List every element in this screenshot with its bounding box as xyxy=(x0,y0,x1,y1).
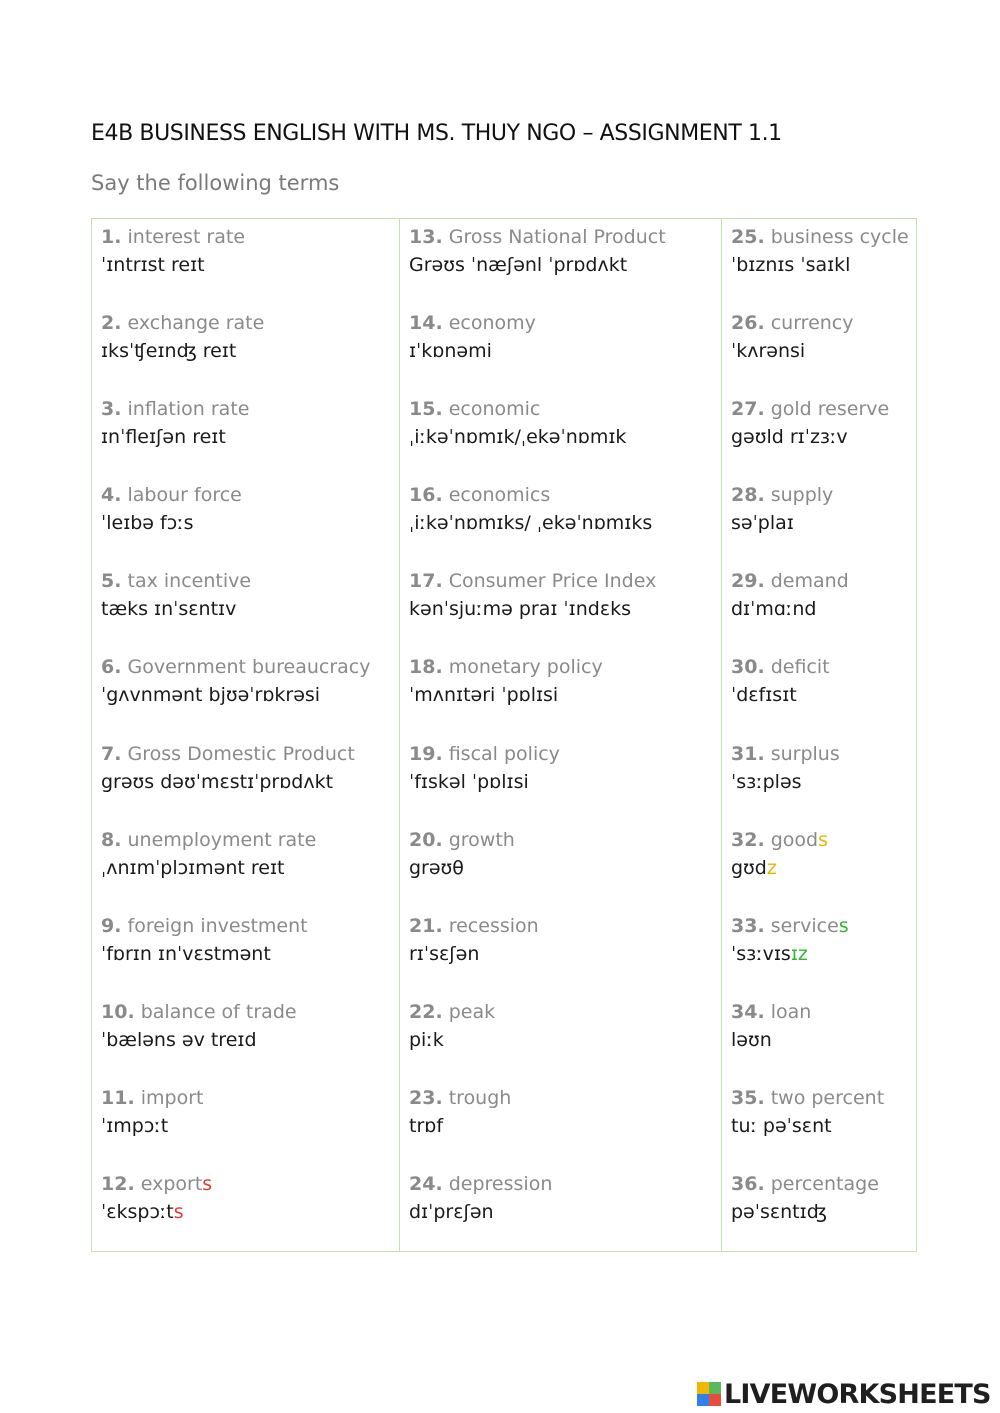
logo-mark-icon xyxy=(697,1382,721,1406)
ipa-text: ˈfɒrɪn ɪnˈvɛstmənt xyxy=(101,942,271,965)
terms-table xyxy=(91,218,917,1252)
ipa-transcription xyxy=(731,1026,916,1054)
term-text: trough xyxy=(448,1086,512,1109)
ipa-transcription xyxy=(409,1026,721,1054)
term-text: Gross Domestic Product xyxy=(127,742,355,765)
ipa-transcription xyxy=(409,940,721,968)
ipa-text: ˈfɪskəl ˈpɒlɪsi xyxy=(409,770,529,793)
ipa-text: ɪˈkɒnəmi xyxy=(409,340,492,363)
ipa-text: ɪnˈfleɪʃən reɪt xyxy=(101,426,226,449)
ipa-transcription xyxy=(101,509,399,537)
term-entry xyxy=(101,567,399,653)
ipa-text: ˈɪntrɪst reɪt xyxy=(101,254,205,276)
logo-mark-cell xyxy=(697,1382,709,1394)
term-number: 16. xyxy=(409,484,443,507)
term-text: deficit xyxy=(770,656,830,679)
term-text: loan xyxy=(770,1000,812,1023)
term-text: balance of trade xyxy=(140,1000,297,1023)
ipa-transcription xyxy=(101,251,399,279)
term-number: 26. xyxy=(731,312,765,335)
ipa-transcription xyxy=(409,854,721,882)
ipa-transcription xyxy=(101,1198,399,1226)
term-text: demand xyxy=(770,570,849,593)
term-entry xyxy=(409,309,721,395)
term-number: 28. xyxy=(731,484,765,507)
term-entry xyxy=(101,1084,399,1170)
logo-mark-cell xyxy=(709,1394,721,1406)
term-number: 21. xyxy=(409,914,443,937)
term-entry xyxy=(409,1170,721,1256)
term-number: 31. xyxy=(731,742,765,765)
term-text: export xyxy=(140,1173,203,1196)
ipa-text: gəʊld rɪˈzɜːv xyxy=(731,426,848,449)
term-text: growth xyxy=(448,828,515,851)
ipa-transcription xyxy=(731,1112,916,1140)
term-entry xyxy=(409,567,721,653)
term-number: 17. xyxy=(409,570,443,593)
term-number: 18. xyxy=(409,656,443,679)
term-number: 23. xyxy=(409,1086,443,1109)
term-text: Consumer Price Index xyxy=(448,570,657,593)
page-title: E4B BUSINESS ENGLISH WITH MS. THUY NGO – ASSIGNMENT 1.1 xyxy=(91,121,782,146)
term-number: 33. xyxy=(731,914,765,937)
term-text: currency xyxy=(770,312,854,335)
term-entry xyxy=(731,653,916,739)
term-text: peak xyxy=(448,1000,496,1023)
term-line xyxy=(101,223,399,251)
term-line xyxy=(731,653,916,681)
ipa-transcription xyxy=(731,1198,916,1226)
term-line xyxy=(731,309,916,337)
ipa-transcription xyxy=(731,337,916,365)
ipa-text: Grəʊs ˈnæʃənl ˈprɒdʌkt xyxy=(409,254,628,276)
term-entry xyxy=(731,826,916,912)
ipa-transcription xyxy=(731,423,916,451)
term-entry xyxy=(731,1084,916,1170)
term-line xyxy=(101,481,399,509)
term-entry xyxy=(731,567,916,653)
term-number: 8. xyxy=(101,828,122,851)
ipa-transcription xyxy=(101,854,399,882)
ipa-text: ˈɪmpɔːt xyxy=(101,1114,169,1137)
term-line xyxy=(731,912,916,940)
term-entry xyxy=(731,740,916,826)
term-text: Government bureaucracy xyxy=(127,656,371,679)
term-text: supply xyxy=(770,484,834,507)
term-line xyxy=(409,1170,721,1198)
term-text: percentage xyxy=(770,1173,879,1196)
term-line xyxy=(409,481,721,509)
ipa-transcription xyxy=(101,595,399,623)
term-line xyxy=(409,223,721,251)
term-text: economic xyxy=(448,398,541,421)
term-number: 27. xyxy=(731,398,765,421)
term-text: service xyxy=(770,914,839,937)
term-number: 10. xyxy=(101,1000,135,1023)
ipa-text: ˈmʌnɪtəri ˈpɒlɪsi xyxy=(409,684,559,707)
term-line xyxy=(731,1084,916,1112)
term-entry xyxy=(409,395,721,481)
ipa-text: dɪˈmɑːnd xyxy=(731,598,817,621)
term-number: 24. xyxy=(409,1173,443,1196)
term-entry xyxy=(409,998,721,1084)
term-entry xyxy=(731,309,916,395)
ipa-text: ˈdɛfɪsɪt xyxy=(731,684,797,707)
term-text: gold reserve xyxy=(770,398,890,421)
ipa-transcription xyxy=(101,940,399,968)
ipa-text: pəˈsɛntɪʤ xyxy=(731,1201,827,1224)
term-number: 32. xyxy=(731,828,765,851)
ipa-text: piːk xyxy=(409,1028,444,1051)
term-entry xyxy=(101,740,399,826)
ipa-text: ɪksˈʧeɪnʤ reɪt xyxy=(101,340,237,363)
term-text: interest rate xyxy=(127,226,246,248)
ipa-text: ˌiːkəˈnɒmɪks/ ˌekəˈnɒmɪks xyxy=(409,512,653,535)
terms-column-1 xyxy=(92,219,399,1251)
term-number: 34. xyxy=(731,1000,765,1023)
term-line xyxy=(731,481,916,509)
term-text: inflation rate xyxy=(127,398,250,421)
liveworksheets-logo xyxy=(697,1376,991,1412)
term-number: 3. xyxy=(101,398,122,421)
term-line xyxy=(731,998,916,1026)
term-line xyxy=(409,912,721,940)
term-text: labour force xyxy=(127,484,242,507)
term-line xyxy=(101,1170,399,1198)
terms-column-3 xyxy=(721,219,916,1251)
term-text: economy xyxy=(448,312,536,335)
ipa-transcription xyxy=(409,251,721,279)
ipa-transcription xyxy=(101,337,399,365)
term-entry xyxy=(731,481,916,567)
ipa-text: ˈgʌvnmənt bjʊəˈrɒkrəsi xyxy=(101,684,321,707)
term-line xyxy=(731,395,916,423)
term-entry xyxy=(409,481,721,567)
term-number: 1. xyxy=(101,226,122,248)
term-text: recession xyxy=(448,914,539,937)
term-line xyxy=(731,1170,916,1198)
term-entry xyxy=(409,653,721,739)
term-entry xyxy=(409,826,721,912)
ipa-text: ˈkʌrənsi xyxy=(731,340,806,363)
ipa-text: ˌʌnɪmˈplɔɪmənt reɪt xyxy=(101,856,285,879)
logo-mark-cell xyxy=(709,1382,721,1394)
term-number: 11. xyxy=(101,1086,135,1109)
term-number: 15. xyxy=(409,398,443,421)
ipa-transcription xyxy=(101,1026,399,1054)
term-entry xyxy=(409,740,721,826)
term-text: monetary policy xyxy=(448,656,603,679)
term-entry xyxy=(101,481,399,567)
term-entry xyxy=(101,395,399,481)
ipa-text: ˈbæləns əv treɪd xyxy=(101,1028,257,1051)
ipa-transcription xyxy=(101,1112,399,1140)
ipa-transcription xyxy=(409,768,721,796)
term-line xyxy=(409,1084,721,1112)
terms-column-2 xyxy=(399,219,721,1251)
ipa-transcription xyxy=(409,337,721,365)
term-line xyxy=(409,826,721,854)
ipa-text: rɪˈsɛʃən xyxy=(409,942,480,965)
ipa-suffix-highlight: ɪz xyxy=(790,942,808,965)
logo-mark-cell xyxy=(697,1394,709,1406)
term-text: tax incentive xyxy=(127,570,252,593)
term-entry xyxy=(101,998,399,1084)
term-entry xyxy=(101,653,399,739)
term-number: 4. xyxy=(101,484,122,507)
term-number: 20. xyxy=(409,828,443,851)
ipa-transcription xyxy=(409,423,721,451)
ipa-text: trɒf xyxy=(409,1114,444,1137)
term-text: business cycle xyxy=(770,226,909,248)
ipa-text: ləʊn xyxy=(731,1028,772,1051)
term-text: depression xyxy=(448,1173,553,1196)
term-text: Gross National Product xyxy=(448,226,666,248)
ipa-transcription xyxy=(409,681,721,709)
term-text: fiscal policy xyxy=(448,742,560,765)
term-line xyxy=(101,740,399,768)
term-line xyxy=(101,567,399,595)
term-line xyxy=(409,309,721,337)
ipa-text: ˈleɪbə fɔːs xyxy=(101,512,194,535)
term-line xyxy=(101,653,399,681)
term-number: 36. xyxy=(731,1173,765,1196)
term-number: 7. xyxy=(101,742,122,765)
ipa-transcription xyxy=(409,1198,721,1226)
term-number: 2. xyxy=(101,312,122,335)
ipa-text: grəʊθ xyxy=(409,856,464,879)
term-suffix-highlight: s xyxy=(202,1173,213,1196)
term-text: foreign investment xyxy=(127,914,308,937)
term-entry xyxy=(731,223,916,309)
term-entry xyxy=(731,998,916,1084)
term-line xyxy=(731,223,916,251)
term-number: 22. xyxy=(409,1000,443,1023)
term-entry xyxy=(101,912,399,998)
term-entry xyxy=(101,1170,399,1256)
ipa-transcription xyxy=(731,940,916,968)
term-text: import xyxy=(140,1086,204,1109)
ipa-text: ˈsɜːvɪs xyxy=(731,942,791,965)
ipa-suffix-highlight: s xyxy=(173,1201,184,1224)
term-line xyxy=(101,309,399,337)
term-number: 30. xyxy=(731,656,765,679)
term-line xyxy=(409,998,721,1026)
ipa-text: ˈɛkspɔːt xyxy=(101,1201,174,1224)
term-number: 12. xyxy=(101,1173,135,1196)
ipa-text: kənˈsjuːmə praɪ ˈɪndɛks xyxy=(409,598,631,621)
ipa-transcription xyxy=(101,423,399,451)
term-number: 5. xyxy=(101,570,122,593)
instructions: Say the following terms xyxy=(91,171,340,195)
term-number: 14. xyxy=(409,312,443,335)
term-entry xyxy=(731,912,916,998)
term-entry xyxy=(101,826,399,912)
term-text: good xyxy=(770,828,819,851)
ipa-transcription xyxy=(731,768,916,796)
ipa-transcription xyxy=(731,509,916,537)
ipa-text: tæks ɪnˈsɛntɪv xyxy=(101,598,237,621)
term-entry xyxy=(731,1170,916,1256)
term-line xyxy=(409,653,721,681)
term-number: 9. xyxy=(101,914,122,937)
ipa-text: səˈplaɪ xyxy=(731,512,794,535)
term-line xyxy=(409,567,721,595)
term-text: two percent xyxy=(770,1086,885,1109)
term-entry xyxy=(409,912,721,998)
term-number: 35. xyxy=(731,1086,765,1109)
ipa-text: ˈbɪznɪs ˈsaɪkl xyxy=(731,254,851,276)
ipa-transcription xyxy=(101,768,399,796)
ipa-transcription xyxy=(409,1112,721,1140)
term-line xyxy=(409,395,721,423)
term-text: surplus xyxy=(770,742,840,765)
ipa-transcription xyxy=(409,595,721,623)
ipa-transcription xyxy=(409,509,721,537)
term-entry xyxy=(731,395,916,481)
ipa-text: tuː pəˈsɛnt xyxy=(731,1114,832,1137)
ipa-transcription xyxy=(731,854,916,882)
term-suffix-highlight: s xyxy=(818,828,828,851)
ipa-transcription xyxy=(101,681,399,709)
term-entry xyxy=(101,309,399,395)
ipa-suffix-highlight: z xyxy=(766,856,777,879)
term-text: economics xyxy=(448,484,551,507)
term-entry xyxy=(409,223,721,309)
term-entry xyxy=(101,223,399,309)
ipa-text: ˈsɜːpləs xyxy=(731,770,802,793)
ipa-transcription xyxy=(731,251,916,279)
term-line xyxy=(101,395,399,423)
term-line xyxy=(101,998,399,1026)
term-number: 25. xyxy=(731,226,765,248)
term-text: exchange rate xyxy=(127,312,265,335)
term-entry xyxy=(409,1084,721,1170)
term-line xyxy=(101,912,399,940)
term-line xyxy=(731,740,916,768)
term-line xyxy=(731,567,916,595)
term-number: 13. xyxy=(409,226,443,248)
ipa-transcription xyxy=(731,595,916,623)
term-suffix-highlight: s xyxy=(838,914,849,937)
ipa-transcription xyxy=(731,681,916,709)
term-number: 29. xyxy=(731,570,765,593)
term-line xyxy=(409,740,721,768)
ipa-text: gʊd xyxy=(731,856,767,879)
logo-text: LIVEWORKSHEETS xyxy=(724,1378,991,1410)
term-line xyxy=(101,826,399,854)
term-line xyxy=(101,1084,399,1112)
term-number: 19. xyxy=(409,742,443,765)
ipa-text: ˌiːkəˈnɒmɪk/ˌekəˈnɒmɪk xyxy=(409,426,627,449)
term-line xyxy=(731,826,916,854)
term-text: unemployment rate xyxy=(127,828,317,851)
term-number: 6. xyxy=(101,656,122,679)
ipa-text: dɪˈprɛʃən xyxy=(409,1201,494,1224)
ipa-text: grəʊs dəʊˈmɛstɪˈprɒdʌkt xyxy=(101,770,334,793)
